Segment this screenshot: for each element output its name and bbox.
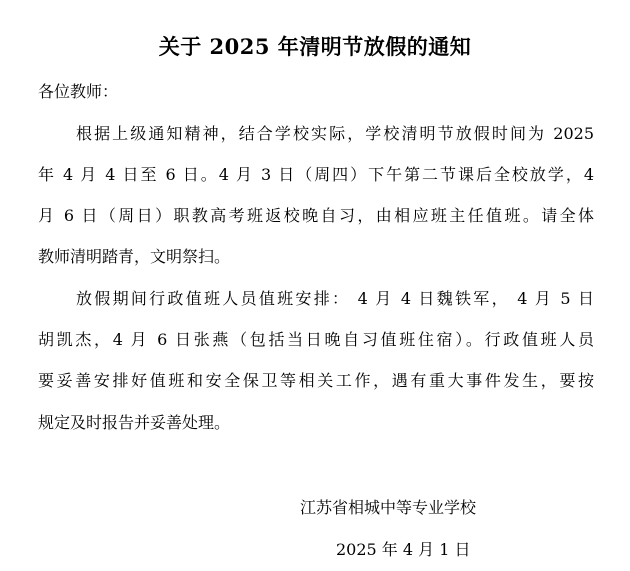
paragraph-line: 胡凯杰，4 月 6 日张燕（包括当日晚自习值班住宿）。行政值班人员 (38, 330, 594, 349)
salutation: 各位教师： (38, 82, 119, 101)
paragraph-line: 月 6 日（周日）职教高考班返校晚自习，由相应班主任值班。请全体 (38, 206, 594, 225)
paragraph-line: 放假期间行政值班人员值班安排： 4 月 4 日魏铁军， 4 月 5 日 (76, 289, 594, 308)
paragraph-line: 要妥善安排好值班和安全保卫等相关工作，遇有重大事件发生，要按 (38, 371, 594, 390)
issue-date: 2025 年 4 月 1 日 (336, 540, 471, 559)
paragraph-line: 规定及时报告并妥善处理。 (38, 413, 231, 432)
issuer-signature: 江苏省相城中等专业学校 (300, 498, 477, 517)
document-title: 关于 2025 年清明节放假的通知 (158, 34, 472, 59)
paragraph-line: 根据上级通知精神，结合学校实际，学校清明节放假时间为 2025 (76, 124, 594, 143)
paragraph-line: 年 4 月 4 日至 6 日。4 月 3 日（周四）下午第二节课后全校放学，4 (38, 165, 594, 184)
paragraph-line: 教师清明踏青，文明祭扫。 (38, 247, 231, 266)
